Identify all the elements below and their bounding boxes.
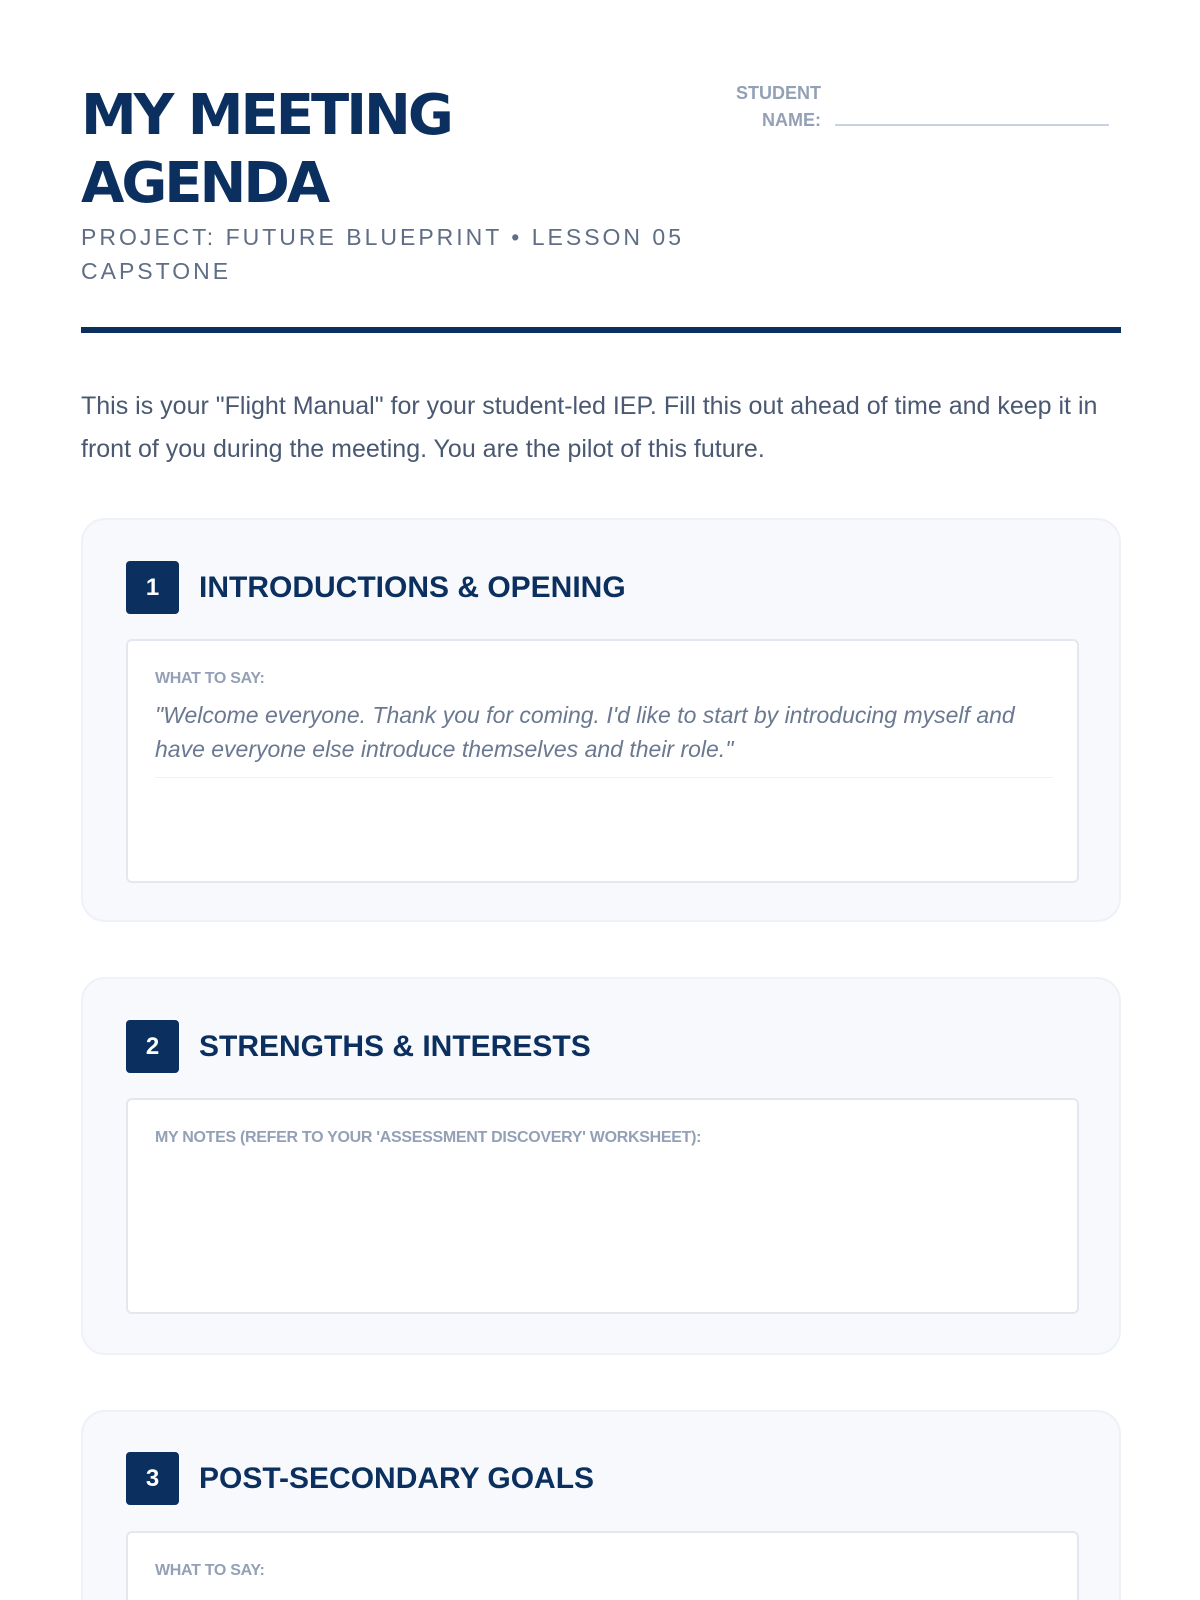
section-introductions <box>81 518 1121 922</box>
quote-divider <box>155 777 1053 778</box>
page-title: MY MEETING AGENDA <box>81 83 451 216</box>
section-number: 2 <box>126 1020 179 1073</box>
notes-box[interactable] <box>126 1531 1079 1600</box>
agenda-page <box>81 0 1121 1579</box>
section-title: STRENGTHS & INTERESTS <box>199 1030 591 1063</box>
section-strengths <box>81 977 1121 1355</box>
script-quote: "Welcome everyone. Thank you for coming. I'd like to start by introducing myself and have everyone else introduce themselves and their role." <box>155 702 1015 762</box>
notes-box[interactable] <box>126 1098 1079 1314</box>
page-subtitle: PROJECT: FUTURE BLUEPRINT • LESSON 05 CAPSTONE <box>81 224 685 284</box>
section-title: INTRODUCTIONS & OPENING <box>199 571 626 604</box>
what-to-say-label: WHAT TO SAY: <box>155 670 265 687</box>
intro-text: This is your "Flight Manual" for your student-led IEP. Fill this out ahead of time and keep it in front of you during the meeting. You are the pilot of this future. <box>81 392 1098 463</box>
header-divider <box>81 327 1121 333</box>
header <box>81 0 1121 335</box>
section-number: 1 <box>126 561 179 614</box>
section-post-secondary-goals <box>81 1410 1121 1600</box>
my-notes-label: MY NOTES (REFER TO YOUR 'ASSESSMENT DISCOVERY' WORKSHEET): <box>155 1129 702 1146</box>
notes-box[interactable] <box>126 639 1079 883</box>
student-name-line[interactable] <box>835 124 1109 126</box>
section-title: POST-SECONDARY GOALS <box>199 1462 595 1495</box>
student-name-label: STUDENT NAME: <box>736 83 821 130</box>
student-name-field[interactable] <box>721 78 1121 138</box>
what-to-say-label: WHAT TO SAY: <box>155 1562 265 1579</box>
section-number: 3 <box>126 1452 179 1505</box>
